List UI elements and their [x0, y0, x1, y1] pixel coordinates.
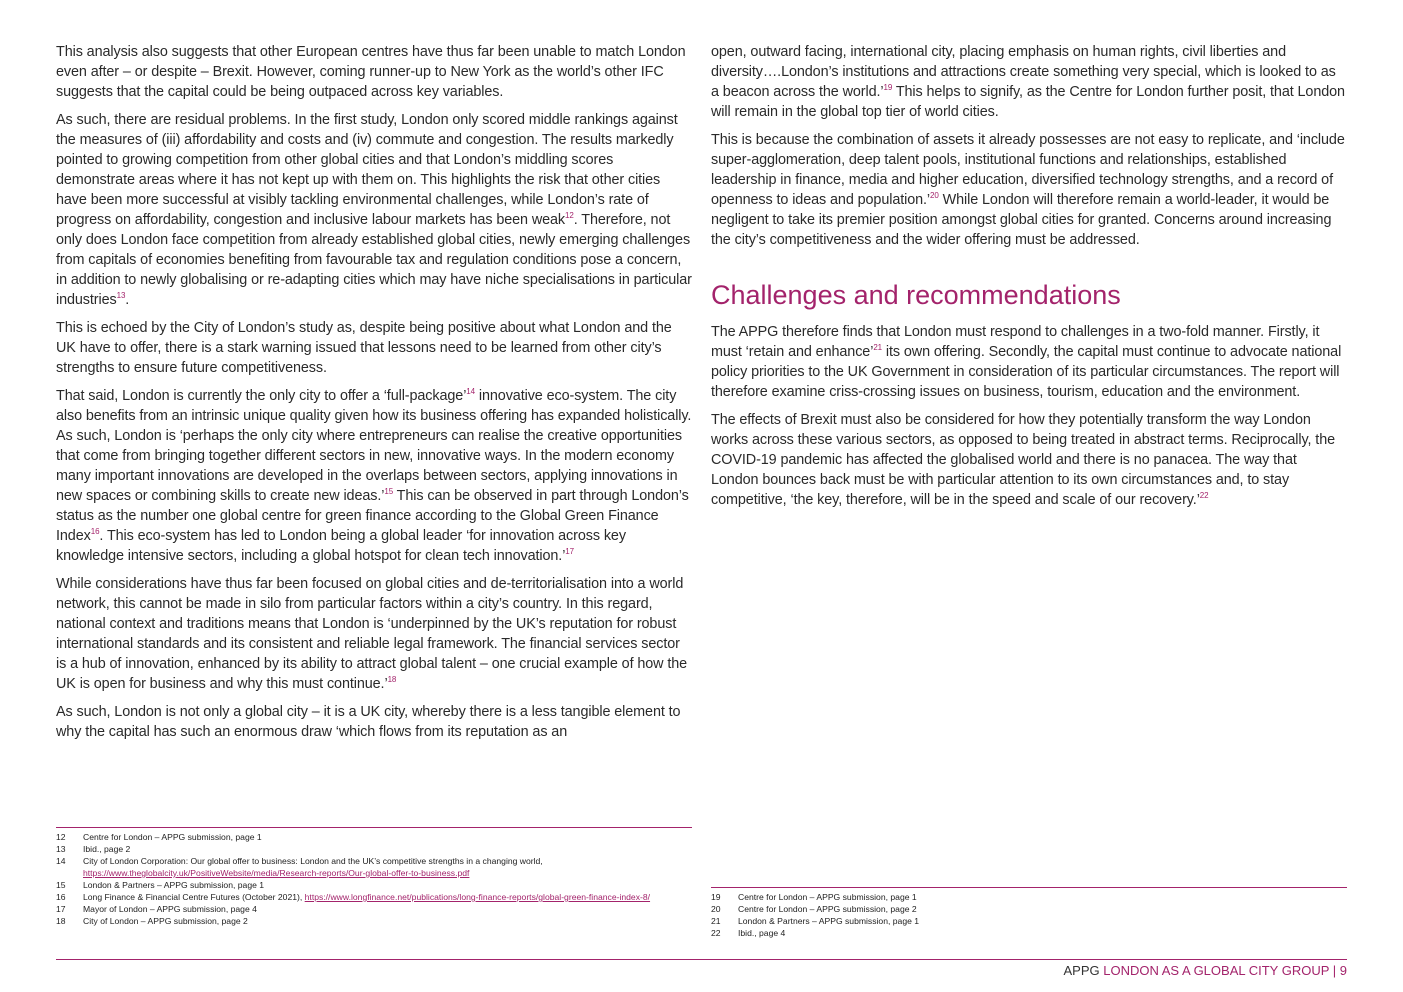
footnote: 15 London & Partners – APPG submission, page 1 — [56, 880, 265, 890]
footnote-ref[interactable]: 18 — [387, 675, 397, 685]
footnote: 17 Mayor of London – APPG submission, page 4 — [56, 904, 257, 914]
paragraph: open, outward facing, international city, placing emphasis on human rights, civil liberties and diversity….London’s institutions and attractions create something very special, which is looked to as a beacon across the world.’$^{19}$ This helps to signify, as the Centre for London further posit, that London will remain in the global top tier of world cities. — [711, 44, 1345, 120]
paragraph: The effects of Brexit must also be considered for how they potentially transform the way London works across these various sectors, as opposed to being treated in abstract terms. Reciprocally, the COVID-19 pandemic has affected the globalised world and there is no panacea. The way that London bounces back must be with particular attention to its own circumstances and, to stay competitive, ‘the key, therefore, will be in the speed and scale of our recovery.’$^{22}$ — [711, 412, 1336, 508]
footnote: 20 Centre for London – APPG submission, page 2 — [711, 904, 917, 914]
footnote-ref[interactable]: 16 — [90, 527, 100, 537]
footnotes-left — [56, 827, 692, 927]
footnote-link[interactable]: https://www.longfinance.net/publications/long-finance-reports/global-green-finance-index-8/ — [304, 892, 651, 902]
footnote: 21 London & Partners – APPG submission, page 1 — [711, 916, 920, 926]
footnote: 12 Centre for London – APPG submission, page 1 — [56, 832, 262, 842]
footnote-ref[interactable]: 21 — [873, 343, 883, 353]
footnote-ref[interactable]: 15 — [384, 487, 394, 497]
paragraph: That said, London is currently the only city to offer a ‘full-package’$^{14}$ innovative eco-system. The city also benefits from an intrinsic unique quality given how its business offering has expanded holistically. As such, London is ‘perhaps the only city where entrepreneurs can realise the creative opportunities that come from bringing together different sectors in new, innovative ways. In the modern economy many important innovations are developed in the overlaps between sectors, applying innovations in new spaces or combining skills to create new ideas.’$^{15}$ This can be observed in part through London’s status as the number one global centre for green finance according to the Global Green Finance Index$^{16}$. This eco-system has led to London being a global leader ‘for innovation across key knowledge intensive sectors, including a global hotspot for clean tech innovation.’$^{17}$ — [56, 387, 692, 564]
footnote-ref[interactable]: 22 — [1199, 491, 1209, 501]
page-footer — [1064, 963, 1348, 979]
footer-prefix: APPG — [1063, 963, 1104, 978]
footnote: 14 City of London Corporation: Our global offer to business: London and the UK’s competitive strengths in a changing world, https://www.theglobalcity.uk/PositiveWebsite/media/Research-reports/Our-global-offer-to-business.pdf — [56, 856, 543, 878]
section-heading: Challenges and recommendations — [711, 280, 1121, 310]
footnote: 13 Ibid., page 2 — [56, 844, 131, 854]
footnote-ref[interactable]: 14 — [466, 387, 475, 397]
footnote-link[interactable]: https://www.theglobalcity.uk/PositiveWebsite/media/Research-reports/Our-global-offer-to-business.pdf — [83, 868, 470, 878]
footnote-ref[interactable]: 19 — [883, 83, 893, 93]
paragraph: This analysis also suggests that other European centres have thus far been unable to match London even after – or despite – Brexit. However, coming runner-up to New York as the world’s other IFC suggests that the capital could be being outpaced across key variables. — [56, 44, 686, 100]
footnote-ref[interactable]: 17 — [565, 547, 574, 557]
footnote: 19 Centre for London – APPG submission, page 1 — [711, 892, 917, 902]
page-number: 9 — [1339, 963, 1347, 978]
paragraph: The APPG therefore finds that London must respond to challenges in a two-fold manner. Firstly, it must ‘retain and enhance’$^{21}$ its own offering. Secondly, the capital must continue to advocate national policy priorities to the UK Government in consideration of its particular circumstances. The report will therefore examine criss-crossing issues on business, tourism, education and the environment. — [711, 324, 1342, 400]
footnote-ref[interactable]: 20 — [930, 191, 939, 201]
paragraph: This is because the combination of assets it already possesses are not easy to replicate, and ‘include super-agglomeration, deep talent pools, institutional functions and relationships, established leadership in finance, media and higher education, diversified technology strengths, and a record of openness to ideas and population.’$^{20}$ While London will therefore remain a world-leader, it would be negligent to take its premier position amongst global cities for granted. Concerns around increasing the city’s competitiveness and the wider offering must be addressed. — [711, 132, 1345, 248]
paragraph: As such, London is not only a global city – it is a UK city, whereby there is a less tangible element to why the capital has such an enormous draw ‘which flows from its reputation as an — [56, 704, 681, 740]
footnote: 22 Ibid., page 4 — [711, 928, 786, 938]
footer-divider — [56, 959, 1347, 960]
right-column — [711, 42, 1347, 518]
paragraph: While considerations have thus far been focused on global cities and de-territorialisation into a world network, this cannot be made in silo from particular factors within a city’s country. In this regard, national context and traditions means that London is ‘underpinned by the UK’s reputation for robust international standards and its consistent and reliable legal framework. The financial services sector is a hub of innovation, enhanced by its ability to attract global talent – one crucial example of how the UK is open for business and why this must continue.’$^{18}$ — [56, 576, 688, 692]
footnote: 18 City of London – APPG submission, page 2 — [56, 916, 248, 926]
footer-separator: | — [1329, 963, 1340, 978]
footer-title: LONDON AS A GLOBAL CITY GROUP — [1103, 963, 1330, 978]
footnote-ref[interactable]: 13 — [116, 291, 126, 301]
paragraph: This is echoed by the City of London’s study as, despite being positive about what London and the UK have to offer, there is a stark warning issued that lessons need to be learned from other city’s strengths to ensure future competitiveness. — [56, 320, 672, 376]
footnote: 16 Long Finance & Financial Centre Futures (October 2021), https://www.longfinance.net/publications/long-finance-reports/global-green-finance-index-8/ — [56, 892, 651, 902]
footnote-ref[interactable]: 12 — [565, 211, 574, 221]
paragraph: As such, there are residual problems. In the first study, London only scored middle rankings against the measures of (iii) affordability and costs and (iv) commute and congestion. The results markedly pointed to growing competition from other global cities and that London’s middling scores demonstrate areas where it has not kept up with them on. This highlights the risk that other cities have been more successful at visibly tackling environmental challenges, while London’s rate of progress on affordability, congestion and inclusive labour markets has been weak$^{12}$. Therefore, not only does London face competition from already established global cities, newly emerging challenges from capitals of economies benefiting from favourable tax and regulation conditions pose a concern, in addition to newly globalising or re-adapting cities which may have niche specialisations in particular industries$^{13}$. — [56, 112, 692, 308]
left-column — [56, 42, 692, 750]
footnotes-right — [711, 887, 1347, 939]
